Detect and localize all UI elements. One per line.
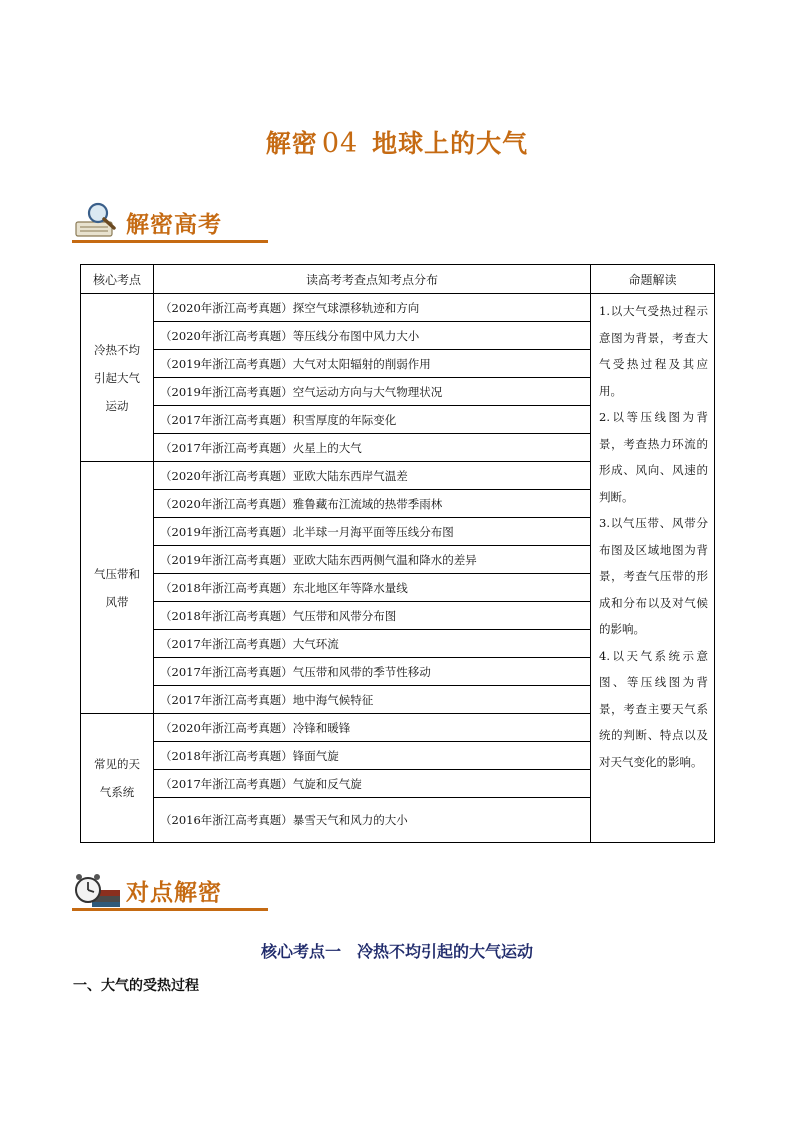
section-rule [72,240,268,243]
section-rule [72,908,268,911]
analysis-item: 1.以大气受热过程示意图为背景，考查大气受热过程及其应用。 [599,304,708,398]
section-label: 解密高考 [126,212,222,238]
table-cell: （2020年浙江高考真题）探空气球漂移轨迹和方向 [154,294,591,322]
table-cell: （2017年浙江高考真题）火星上的大气 [154,434,591,462]
analysis-item: 4.以天气系统示意图、等压线图为背景，考查主要天气系统的判断、特点以及对天气变化的影响。 [599,648,708,769]
table-cell: （2018年浙江高考真题）气压带和风带分布图 [154,602,591,630]
section-heading: 一、大气的受热过程 [73,978,199,994]
clock-books-icon [72,868,122,910]
table-cell: （2018年浙江高考真题）锋面气旋 [154,742,591,770]
category-cell: 气压带和风带 [81,462,154,714]
page-title [0,124,794,160]
table-cell: （2016年浙江高考真题）暴雪天气和风力的大小 [154,798,591,843]
table-cell: （2017年浙江高考真题）气旋和反气旋 [154,770,591,798]
table-cell: （2019年浙江高考真题）亚欧大陆东西两侧气温和降水的差异 [154,546,591,574]
table-cell: （2019年浙江高考真题）北半球一月海平面等压线分布图 [154,518,591,546]
table-cell: （2020年浙江高考真题）雅鲁藏布江流域的热带季雨林 [154,490,591,518]
analysis-item: 2.以等压线图为背景，考查热力环流的形成、风向、风速的判断。 [599,410,708,504]
table-cell: （2017年浙江高考真题）大气环流 [154,630,591,658]
section-header-exam [72,200,272,248]
category-cell: 常见的天气系统 [81,714,154,843]
header-distribution: 读高考考查点知考点分布 [154,265,591,294]
table-cell: （2017年浙江高考真题）气压带和风带的季节性移动 [154,658,591,686]
table-cell: （2019年浙江高考真题）大气对太阳辐射的削弱作用 [154,350,591,378]
header-analysis: 命题解读 [591,265,715,294]
table-header-row [81,265,715,294]
magnifier-book-icon [72,200,122,242]
table-row [81,294,715,322]
analysis-cell [591,294,715,843]
header-core-point: 核心考点 [81,265,154,294]
section-label: 对点解密 [126,880,222,906]
table-cell: （2018年浙江高考真题）东北地区年等降水量线 [154,574,591,602]
table-cell: （2019年浙江高考真题）空气运动方向与大气物理状况 [154,378,591,406]
table-cell: （2020年浙江高考真题）亚欧大陆东西岸气温差 [154,462,591,490]
table-cell: （2020年浙江高考真题）冷锋和暖锋 [154,714,591,742]
title-topic: 地球上的大气 [372,129,529,158]
title-prefix: 解密 [265,129,318,158]
exam-points-table [80,264,715,843]
analysis-item: 3.以气压带、风带分布图及区域地图为背景，考查气压带的形成和分布以及对气候的影响。 [599,516,708,636]
table-cell: （2020年浙江高考真题）等压线分布图中风力大小 [154,322,591,350]
table-cell: （2017年浙江高考真题）地中海气候特征 [154,686,591,714]
table-cell: （2017年浙江高考真题）积雪厚度的年际变化 [154,406,591,434]
category-cell: 冷热不均引起大气运动 [81,294,154,462]
section-header-points [72,868,272,916]
core-point-subtitle: 核心考点一 冷热不均引起的大气运动 [260,942,533,961]
title-number: 04 [321,128,359,159]
